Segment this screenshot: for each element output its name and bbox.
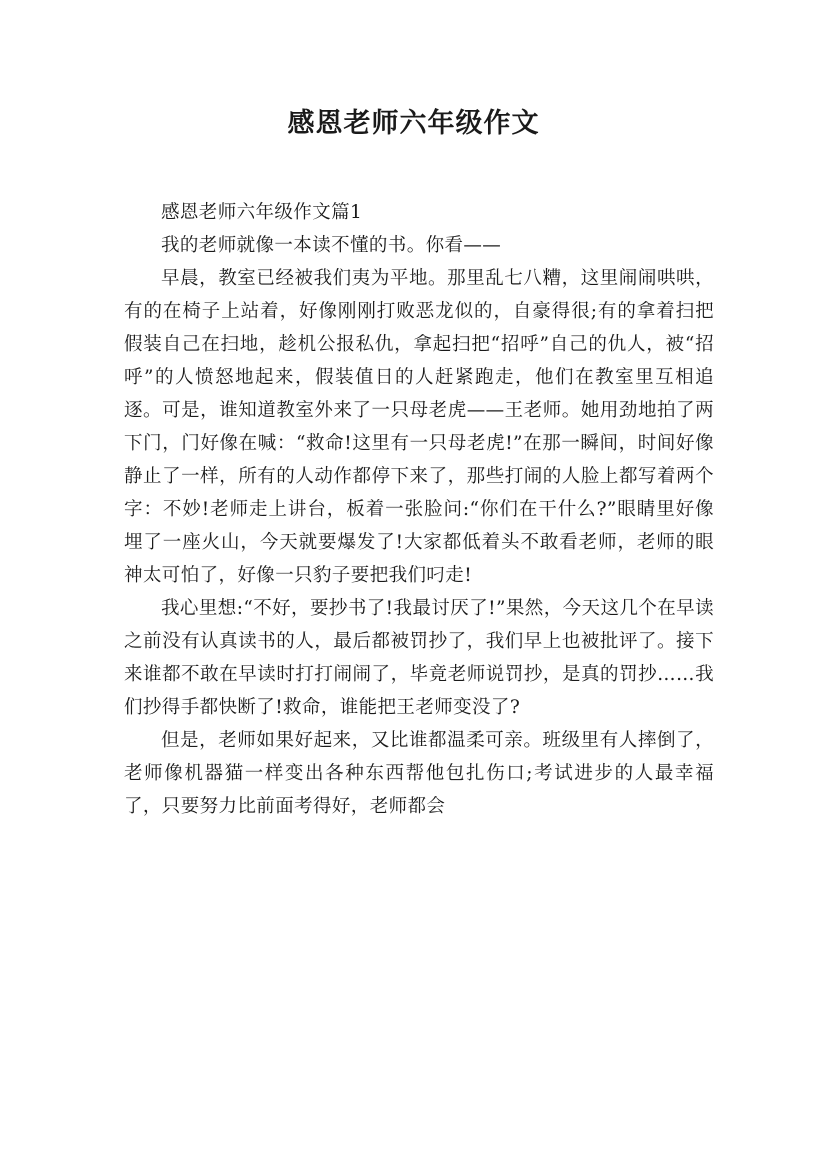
paragraph-1: 我的老师就像一本读不懂的书。你看—— xyxy=(161,235,502,256)
paragraph-3: 我心里想:“不好，要抄书了!我最讨厌了!”果然，今天这几个在早读之前没有认真读书的人，最后都被罚抄了，我们早上也被批评了。接下来谁都不敢在早读时打打闹闹了，毕竟老师说罚抄，是真的罚抄……我们抄得手都快断了!救命，谁能把王老师变没了? xyxy=(124,598,714,718)
document-title: 感恩老师六年级作文 xyxy=(287,108,540,139)
paragraph-4: 但是，老师如果好起来，又比谁都温柔可亲。班级里有人摔倒了，老师像机器猫一样变出各种东西帮他包扎伤口;考试进步的人最幸福了，只要努力比前面考得好，老师都会 xyxy=(124,730,714,817)
section-heading: 感恩老师六年级作文篇1 xyxy=(161,202,363,223)
paragraph-2: 早晨，教室已经被我们夷为平地。那里乱七八糟，这里闹闹哄哄，有的在椅子上站着，好像刚刚打败恶龙似的，自豪得很;有的拿着扫把假装自己在扫地，趁机公报私仇，拿起扫把“招呼”自己的仇人，被“招呼”的人愤怒地起来，假装值日的人赶紧跑走，他们在教室里互相追逐。可是，谁知道教室外来了一只母老虎——王老师。她用劲地拍了两下门，门好像在喊：“救命!这里有一只母老虎!”在那一瞬间，时间好像静止了一样，所有的人动作都停下来了，那些打闹的人脸上都写着两个字：不妙!老师走上讲台，板着一张脸问:“你们在干什么?”眼睛里好像埋了一座火山，今天就要爆发了!大家都低着头不敢看老师，老师的眼神太可怕了，好像一只豹子要把我们叼走! xyxy=(124,268,714,586)
document-body xyxy=(124,196,714,823)
